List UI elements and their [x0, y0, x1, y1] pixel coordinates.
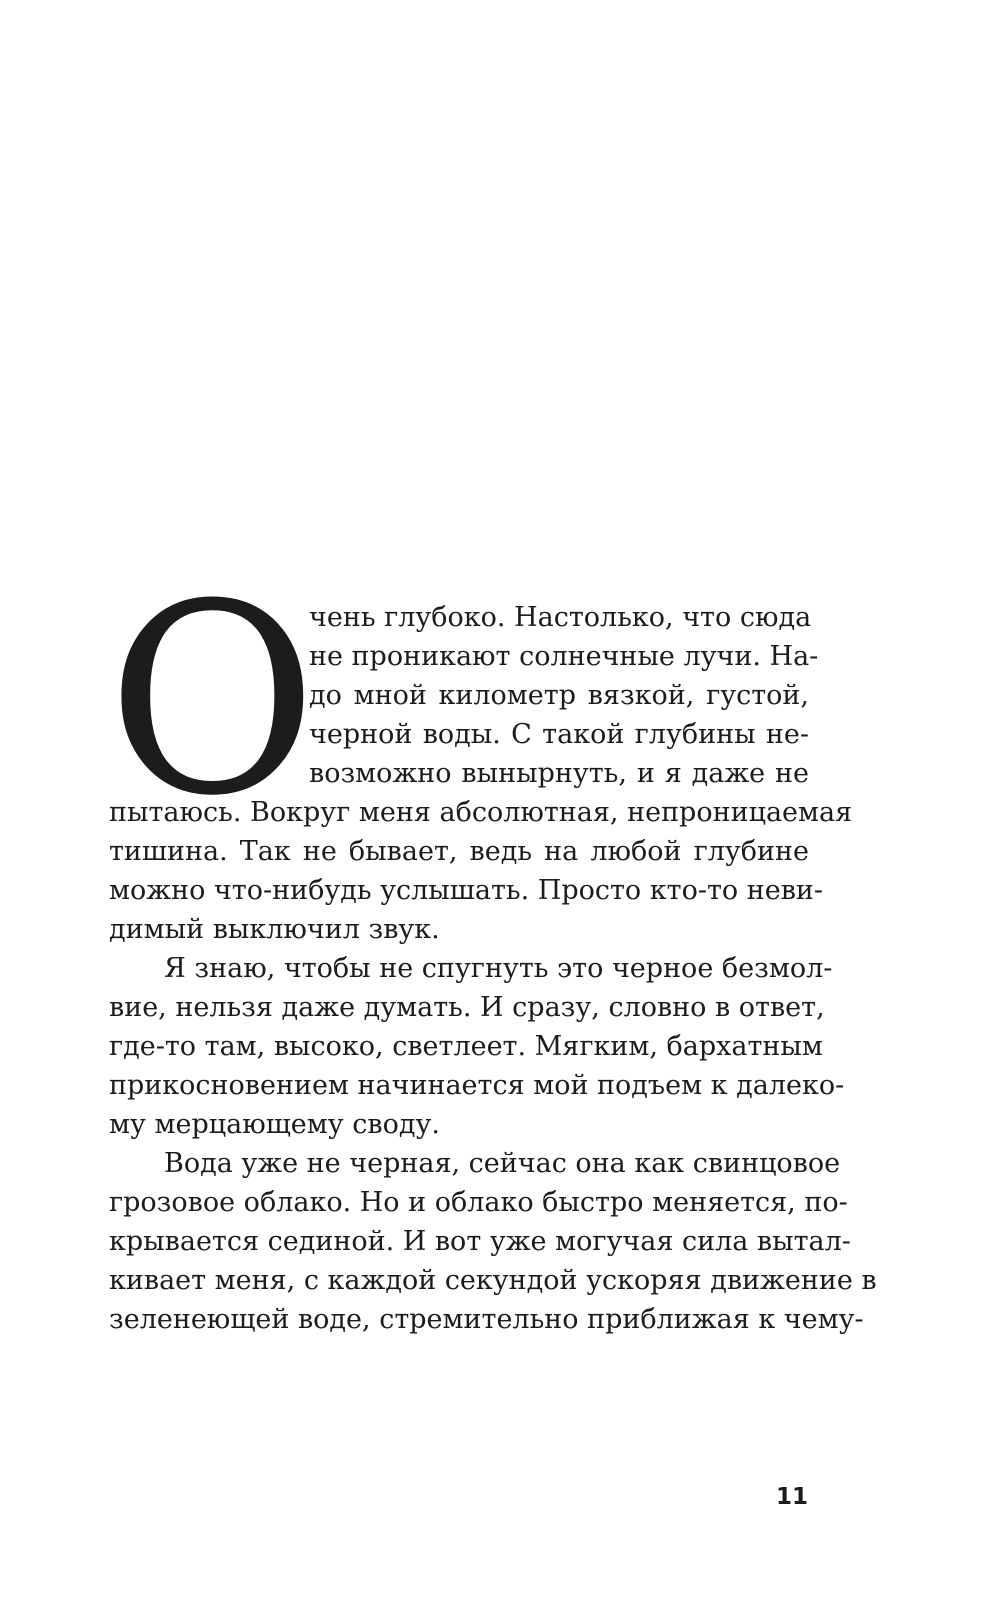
- drop-cap-letter: О: [107, 548, 318, 853]
- text-line: чень глубоко. Настолько, что сюда: [309, 602, 812, 633]
- page-number: 11: [775, 1484, 808, 1510]
- text-line: зеленеющей воде, стремительно приближая к чему-: [109, 1304, 864, 1335]
- text-line: не проникают солнечные лучи. На-: [309, 641, 819, 672]
- text-line: возможно вынырнуть, и я даже не: [309, 758, 809, 789]
- text-line: черной воды. С такой глубины не-: [309, 719, 809, 750]
- text-line: прикосновением начинается мой подъем к далеко-: [109, 1070, 845, 1101]
- body-text: [109, 598, 877, 1339]
- text-line: Я знаю, чтобы не спугнуть это черное безмол-: [164, 953, 833, 984]
- text-line: димый выключил звук.: [109, 914, 440, 945]
- text-line: тишина. Так не бывает, ведь на любой глубине: [109, 836, 809, 867]
- text-line: можно что-нибудь услышать. Просто кто-то неви-: [109, 875, 824, 906]
- text-line: вие, нельзя даже думать. И сразу, словно в ответ,: [109, 992, 825, 1023]
- text-line: грозовое облако. Но и облако быстро меняется, по-: [109, 1187, 848, 1218]
- text-line: му мерцающему своду.: [109, 1109, 440, 1140]
- text-line: где-то там, высоко, светлеет. Мягким, бархатным: [109, 1031, 823, 1062]
- text-line: кивает меня, с каждой секундой ускоряя движение в: [109, 1265, 877, 1296]
- text-line: Вода уже не черная, сейчас она как свинцовое: [164, 1148, 841, 1179]
- text-line: пытаюсь. Вокруг меня абсолютная, непроницаемая: [109, 797, 853, 828]
- text-line: до мной километр вязкой, густой,: [309, 680, 809, 711]
- text-line: крывается сединой. И вот уже могучая сила вытал-: [109, 1226, 851, 1257]
